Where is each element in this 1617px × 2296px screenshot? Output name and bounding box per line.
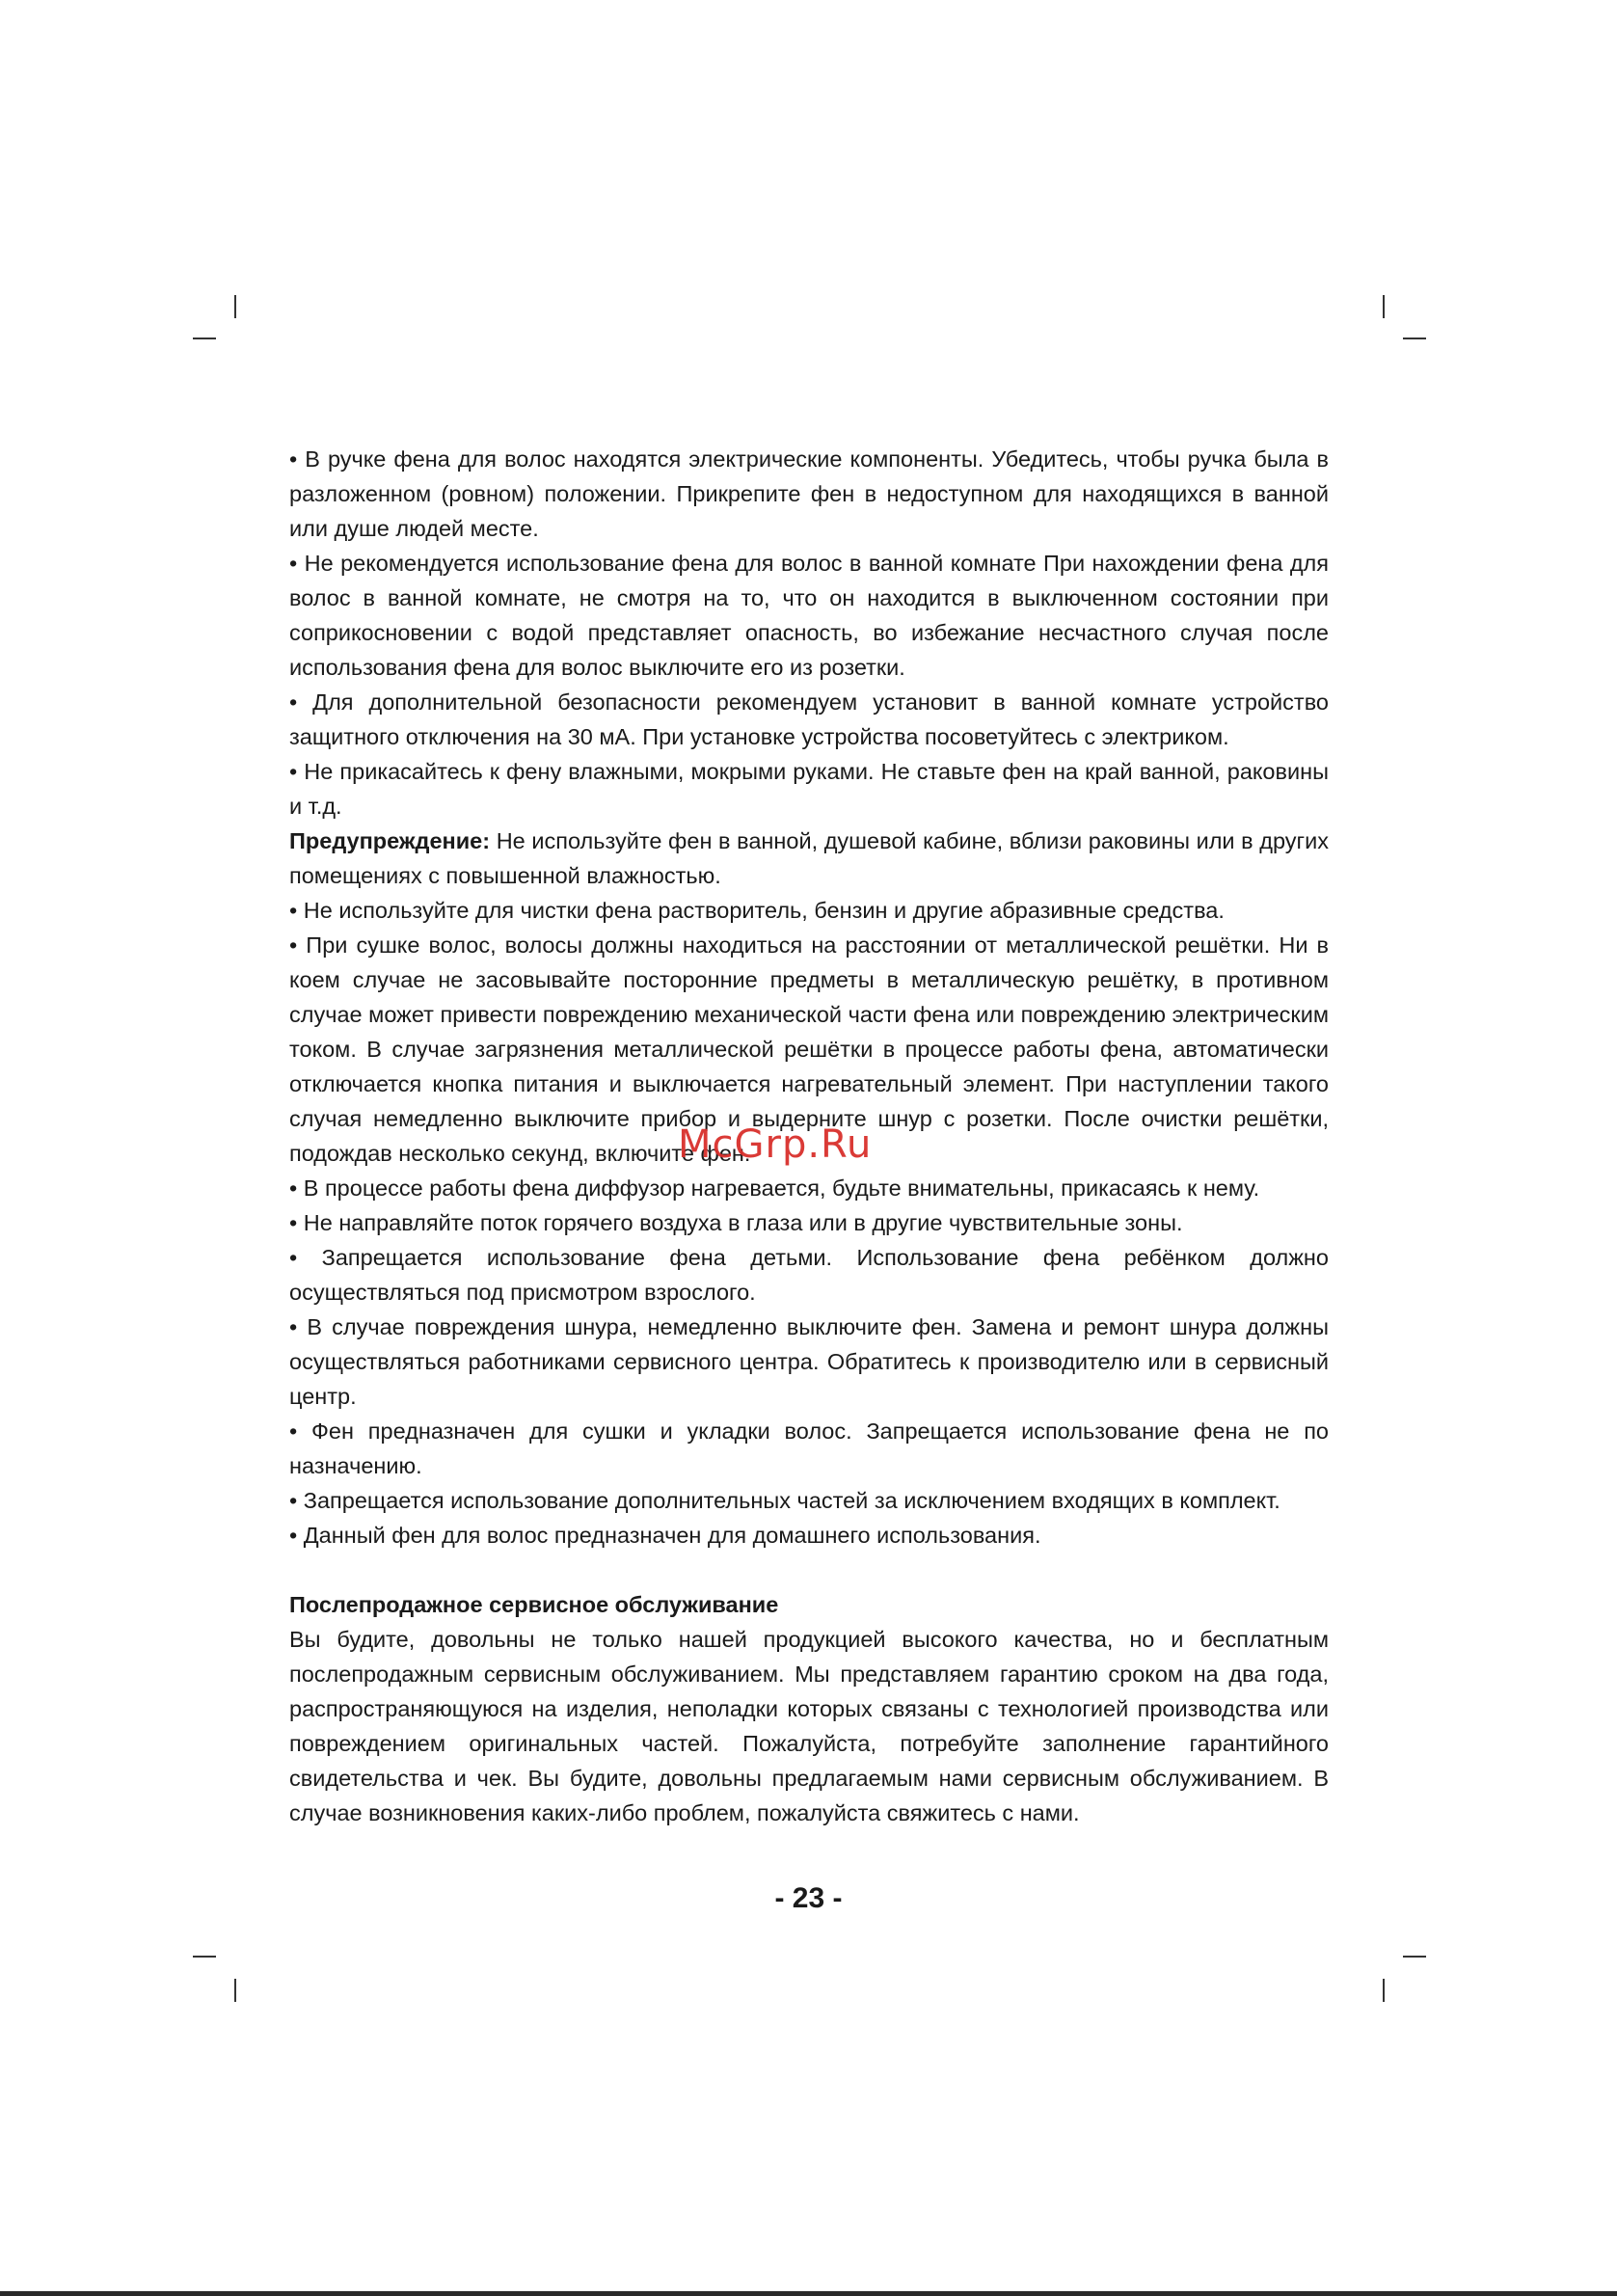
paragraph-rcd-device: • Для дополнительной безопасности рекомендуем установит в ванной комнате устройство защитного отключения на 30 мА. При установке устройства посоветуйтесь с электриком. bbox=[289, 689, 1329, 749]
paragraph-wet-hands: • Не прикасайтесь к фену влажными, мокрыми руками. Не ставьте фен на край ванной, раковины и т.д. bbox=[289, 759, 1329, 819]
warning-label: Предупреждение: bbox=[289, 828, 491, 853]
paragraph-diffuser-hot: • В процессе работы фена диффузор нагревается, будьте внимательны, прикасаясь к нему. bbox=[289, 1175, 1260, 1201]
service-section-title: Послепродажное сервисное обслуживание bbox=[289, 1592, 779, 1617]
crop-mark-top-left-horizontal bbox=[193, 338, 216, 339]
paragraph-intended-use: • Фен предназначен для сушки и укладки волос. Запрещается использование фена не по назначению. bbox=[289, 1418, 1329, 1478]
crop-mark-bottom-left-horizontal bbox=[193, 1956, 216, 1958]
crop-mark-bottom-left-vertical bbox=[234, 1979, 236, 2002]
warning-text: Не используйте фен в ванной, душевой кабине, вблизи раковины или в других помещениях с повышенной влажностью. bbox=[289, 828, 1329, 888]
service-section-text: Вы будите, довольны не только нашей продукцией высокого качества, но и бесплатным послепродажным сервисным обслуживанием. Мы представляем гарантию сроком на два года, распространяющуюся на изделия, неполадки которых связаны с технологией производства или повреждением оригинальных частей. Пожалуйста, потребуйте заполнение гарантийного свидетельства и чек. Вы будите, довольны предлагаемым нами сервисным обслуживанием. В случае возникновения каких-либо проблем, пожалуйста свяжитесь с нами. bbox=[289, 1627, 1329, 1825]
paragraph-metal-grille: • При сушке волос, волосы должны находиться на расстоянии от металлической решётки. Ни в коем случае не засовывайте посторонние предметы в металлическую решётку, в противном случае может привести повреждению механической части фена или повреждению электрическим током. В случае загрязнения металлической решётки в процессе работы фена, автоматически отключается кнопка питания и выключается нагревательный элемент. При наступлении такого случая немедленно выключите прибор и выдерните шнур с розетки. После очистки решётки, подождав несколько секунд, включите фен. bbox=[289, 932, 1329, 1166]
paragraph-bathroom-use: • Не рекомендуется использование фена для волос в ванной комнате При нахождении фена для волос в ванной комнате, не смотря на то, что он находится в выключенном состоянии при соприкосновении с водой представляет опасность, во избежание несчастного случая после использования фена для волос выключите его из розетки. bbox=[289, 551, 1329, 680]
crop-mark-bottom-right-vertical bbox=[1383, 1979, 1385, 2002]
crop-mark-bottom-right-horizontal bbox=[1403, 1956, 1426, 1958]
crop-mark-top-right-vertical bbox=[1383, 295, 1385, 318]
paragraph-children: • Запрещается использование фена детьми. Использование фена ребёнком должно осуществляться под присмотром взрослого. bbox=[289, 1245, 1329, 1305]
warning-paragraph bbox=[289, 824, 1329, 893]
page-number: - 23 - bbox=[774, 1882, 843, 1914]
paragraph-cleaning-agents: • Не используйте для чистки фена растворитель, бензин и другие абразивные средства. bbox=[289, 898, 1225, 923]
crop-mark-top-left-vertical bbox=[234, 295, 236, 318]
paragraph-additional-parts: • Запрещается использование дополнительных частей за исключением входящих в комплект. bbox=[289, 1488, 1280, 1513]
paragraph-handle-components: • В ручке фена для волос находятся электрические компоненты. Убедитесь, чтобы ручка была в разложенном (ровном) положении. Прикрепите фен в недоступном для находящихся в ванной или душе людей месте. bbox=[289, 446, 1329, 541]
watermark-logo: McGrp.Ru bbox=[678, 1122, 873, 1167]
bottom-edge-rule bbox=[0, 2291, 1617, 2296]
paragraph-cord-damage: • В случае повреждения шнура, немедленно выключите фен. Замена и ремонт шнура должны осуществляться работниками сервисного центра. Обратитесь к производителю или в сервисный центр. bbox=[289, 1314, 1329, 1409]
paragraph-hot-air-eyes: • Не направляйте поток горячего воздуха в глаза или в другие чувствительные зоны. bbox=[289, 1210, 1183, 1235]
paragraph-home-use: • Данный фен для волос предназначен для домашнего использования. bbox=[289, 1523, 1041, 1548]
crop-mark-top-right-horizontal bbox=[1403, 338, 1426, 339]
